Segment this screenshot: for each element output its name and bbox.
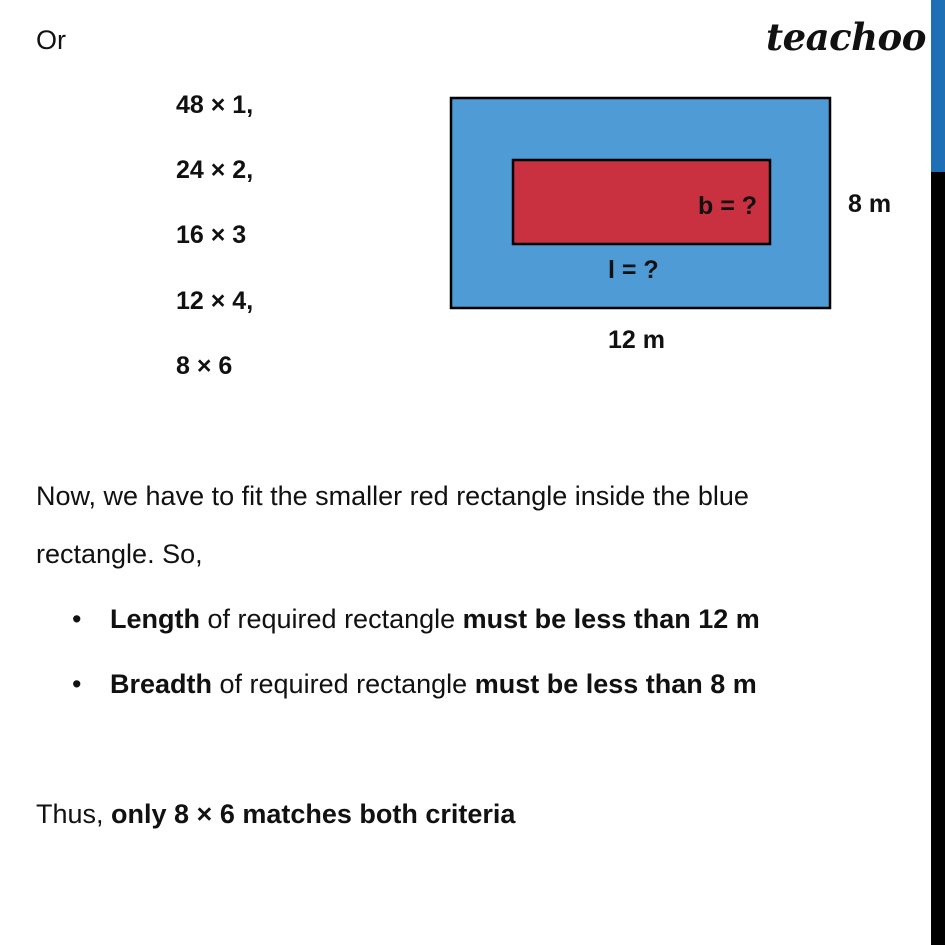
factor-pair-3: 16 × 3 <box>176 221 247 249</box>
conclusion <box>36 798 515 830</box>
factor-pair-4: 12 × 4, <box>176 287 254 315</box>
bullet-condition: must be less than 8 m <box>474 669 757 699</box>
bullet-middle: of required rectangle <box>199 604 463 634</box>
paragraph-line-1: Now, we have to fit the smaller red rectangle inside the blue <box>36 481 749 511</box>
inner-length-label: l = ? <box>608 256 659 284</box>
rectangle-diagram <box>440 90 910 365</box>
bullet-marker: • <box>72 604 82 634</box>
conclusion-prefix: Thus, <box>36 799 112 829</box>
factor-pair-2: 24 × 2, <box>176 156 254 184</box>
bullet-marker: • <box>72 669 82 699</box>
factor-pair-1: 48 × 1, <box>176 91 254 119</box>
bullet-middle: of required rectangle <box>212 669 475 699</box>
bullet-term: Breadth <box>110 669 213 699</box>
paragraph-line-2: rectangle. So, <box>36 539 203 569</box>
bullet-condition: must be less than 12 m <box>462 604 760 634</box>
right-edge-accent <box>931 0 945 172</box>
bullet-breadth <box>72 668 757 700</box>
inner-breadth-label: b = ? <box>698 192 758 220</box>
bullet-length <box>72 603 760 635</box>
teachoo-logo: teachoo <box>766 15 926 59</box>
outer-height-label: 8 m <box>848 190 892 218</box>
or-label: Or <box>36 25 66 55</box>
factor-pair-5: 8 × 6 <box>176 352 233 380</box>
outer-width-label: 12 m <box>608 326 665 354</box>
bullet-term: Length <box>110 604 200 634</box>
conclusion-emphasis: only 8 × 6 matches both criteria <box>111 799 516 829</box>
